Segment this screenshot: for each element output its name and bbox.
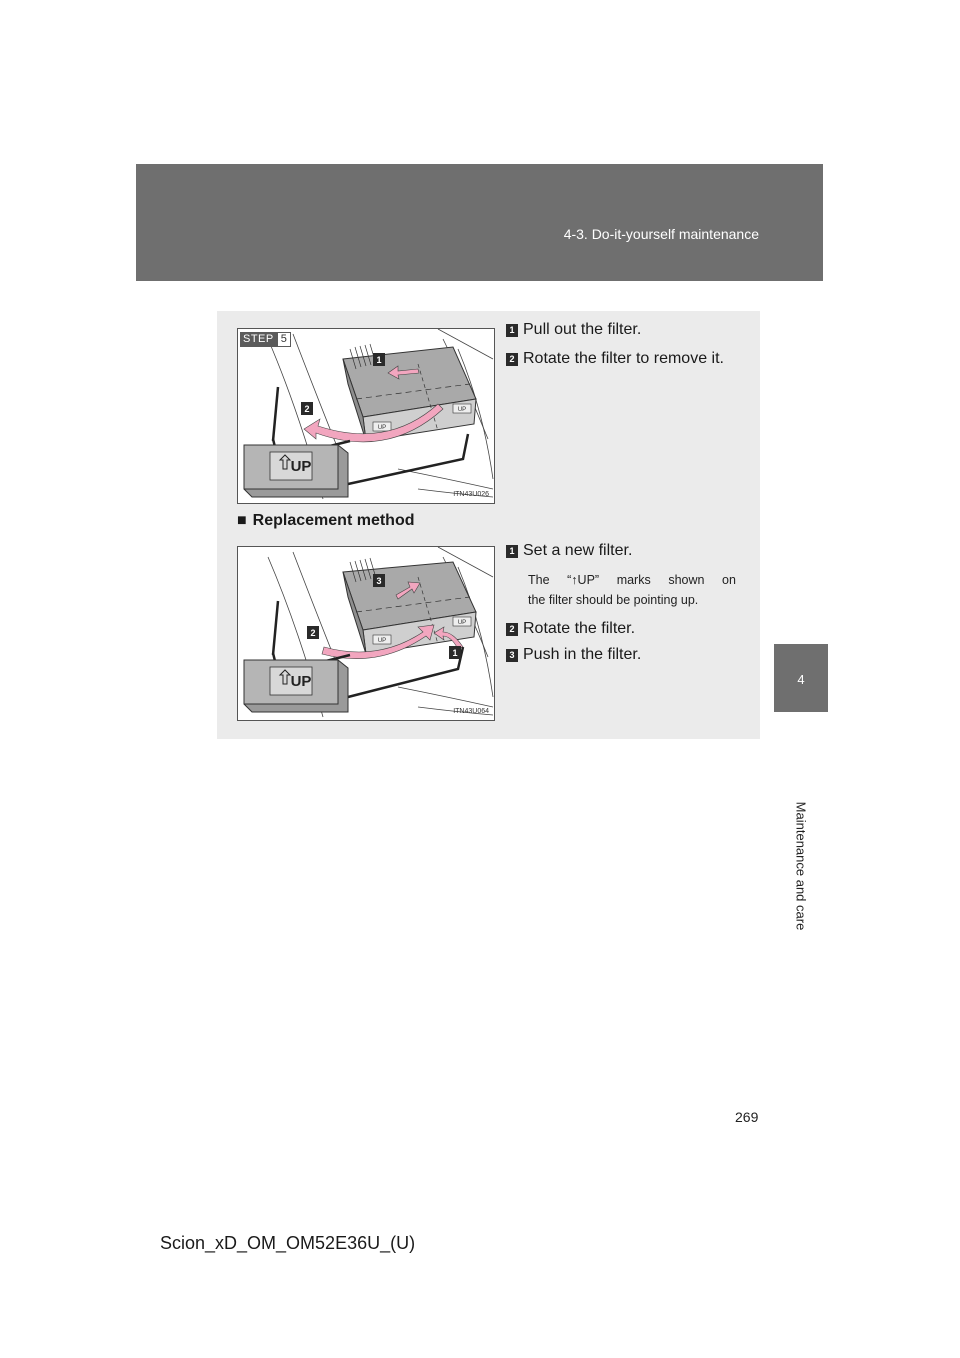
callout-1-label: 1	[376, 355, 382, 365]
footer-document-code: Scion_xD_OM_OM52E36U_(U)	[160, 1233, 416, 1253]
page-number: 269	[735, 1109, 759, 1125]
chapter-number: 4	[797, 672, 805, 687]
small-up-mark: UP	[377, 638, 387, 644]
step-text: Rotate the filter.	[523, 620, 636, 637]
step-number-box: 2	[506, 623, 518, 636]
section-heading	[237, 512, 414, 530]
replacement-step-3	[506, 646, 641, 664]
figure-code: ITN43U026	[453, 491, 489, 498]
page-header	[136, 164, 823, 281]
up-mark: UP	[290, 673, 312, 690]
note-line-2: the filter should be pointing up.	[528, 593, 699, 607]
step-number-box: 3	[506, 649, 518, 662]
replacement-step-1	[506, 542, 632, 560]
step-text: Set a new filter.	[523, 542, 633, 559]
content-panel	[217, 311, 760, 739]
step-text: Rotate the filter to remove it.	[523, 350, 724, 367]
callout-2-label: 2	[310, 628, 316, 638]
up-mark-note	[528, 570, 736, 610]
removal-step-2	[506, 350, 724, 368]
filter-removal-illustration	[238, 329, 494, 503]
callout-2-label: 2	[304, 404, 310, 414]
step-number: 5	[277, 332, 291, 347]
step-text: Pull out the filter.	[523, 321, 642, 338]
small-up-mark-2: UP	[457, 407, 467, 413]
chapter-label: Maintenance and care	[793, 801, 809, 931]
filter-removal-figure	[237, 328, 495, 504]
section-title: 4-3. Do-it-yourself maintenance	[563, 226, 759, 242]
up-box-inset	[244, 445, 348, 497]
chapter-tab	[774, 644, 828, 712]
filter-replacement-illustration	[238, 547, 494, 720]
step-number-box: 1	[506, 545, 518, 558]
step-number-box: 1	[506, 324, 518, 337]
note-line-1: The “↑UP” marks shown on	[528, 573, 736, 587]
replacement-step-2	[506, 620, 635, 638]
section-marker: ■	[237, 512, 247, 529]
filter-replacement-figure	[237, 546, 495, 721]
callout-3-label: 3	[376, 576, 382, 586]
up-mark: UP	[290, 458, 312, 475]
step-number-box: 2	[506, 353, 518, 366]
removal-step-1	[506, 321, 641, 339]
callout-1-label: 1	[452, 648, 458, 658]
step-text: Push in the filter.	[523, 646, 642, 663]
section-title: Replacement method	[252, 512, 415, 529]
step-badge	[240, 332, 291, 347]
small-up-mark: UP	[377, 425, 387, 431]
small-up-mark-2: UP	[457, 620, 467, 626]
up-box-inset	[244, 660, 348, 712]
step-word: STEP	[240, 332, 277, 347]
figure-code: ITN43U064	[453, 708, 489, 715]
